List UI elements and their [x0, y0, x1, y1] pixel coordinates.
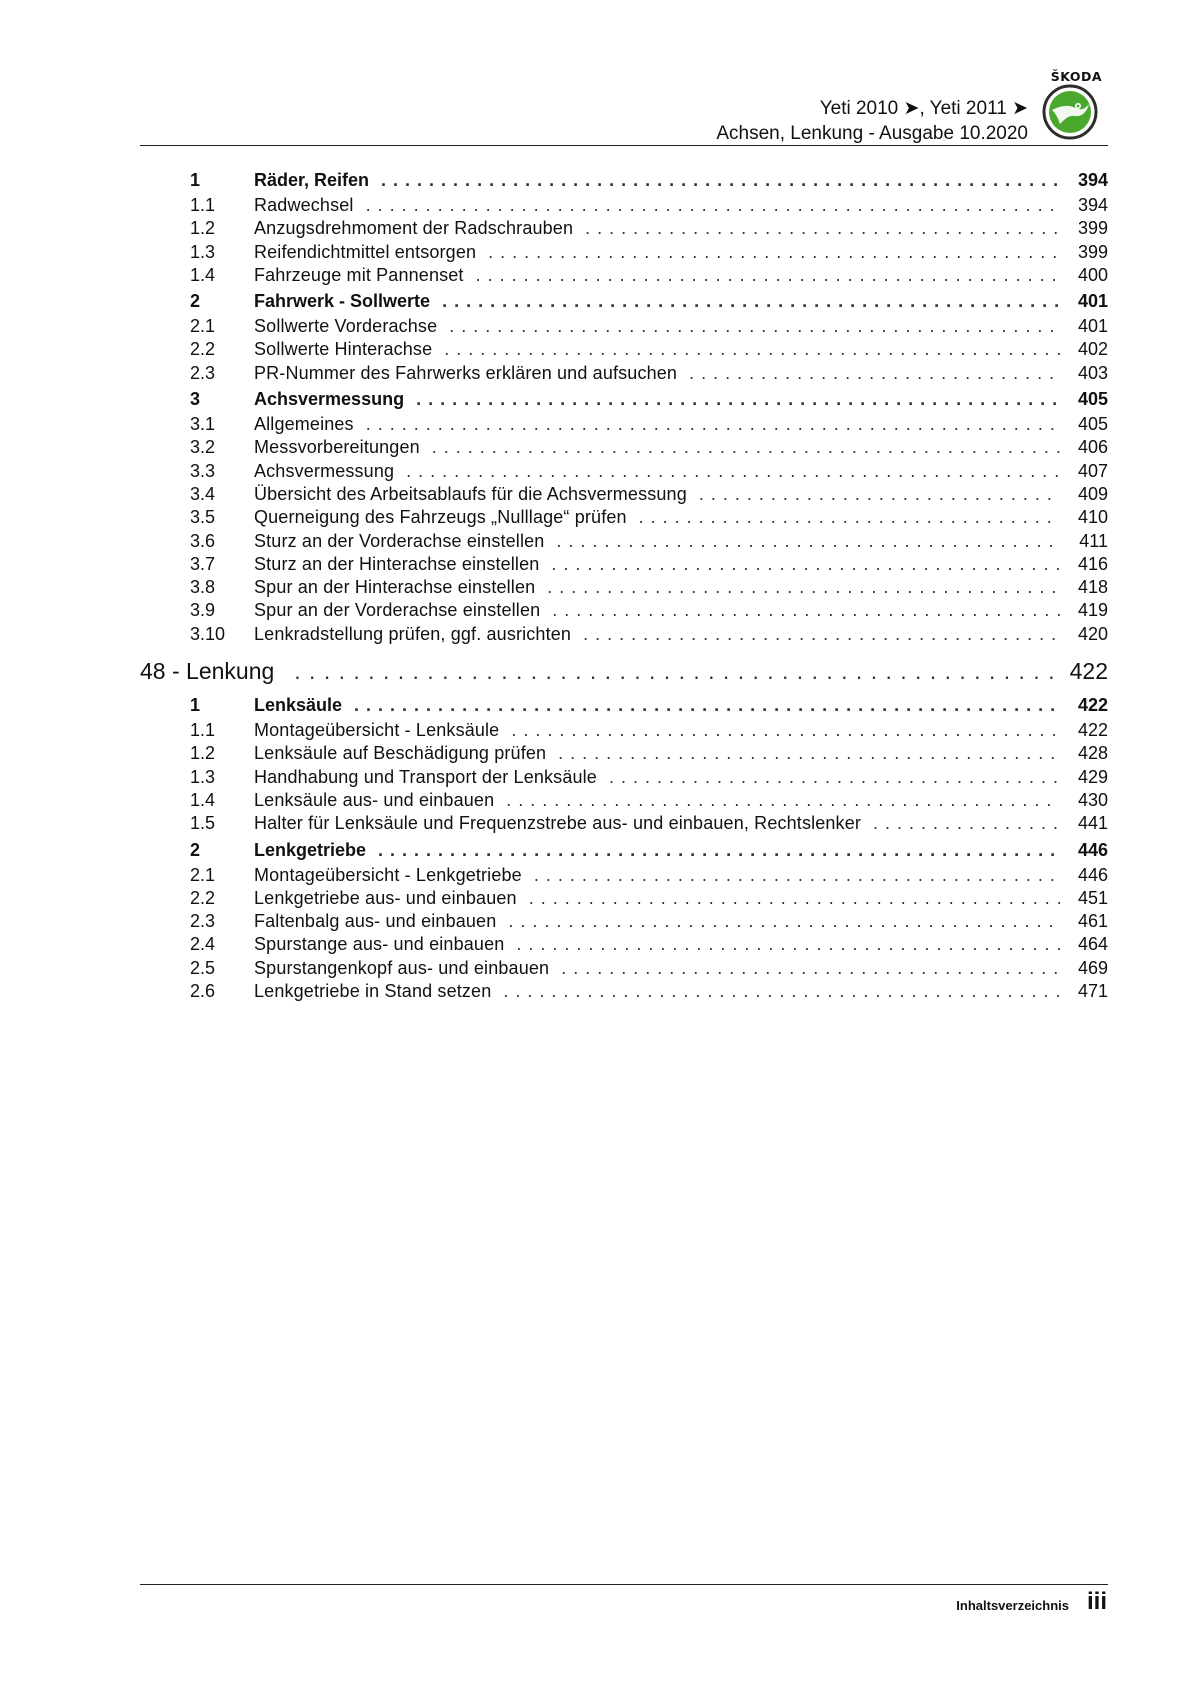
dot-leader	[506, 790, 1060, 811]
toc-number: 2	[190, 839, 201, 860]
toc-number: 2.1	[190, 864, 216, 885]
toc-title: Spur an der Vorderachse einstellen	[254, 600, 541, 621]
toc-entry-row[interactable]	[140, 531, 1108, 554]
dot-leader	[561, 958, 1060, 979]
toc-title: Räder, Reifen	[254, 170, 370, 190]
toc-number: 3.7	[190, 553, 216, 574]
dot-leader	[354, 695, 1060, 716]
brand-wordmark: ŠKODA	[1050, 69, 1102, 84]
toc-number: 1.1	[190, 720, 216, 741]
toc-title: Lenkgetriebe aus- und einbauen	[254, 887, 517, 908]
toc-number: 3.8	[190, 577, 216, 598]
toc-entry-row[interactable]	[140, 195, 1108, 218]
toc-page: 401	[1077, 316, 1108, 337]
toc-title: PR-Nummer des Fahrwerks erklären und aufsuchen	[254, 362, 678, 383]
toc-entry-row[interactable]	[140, 600, 1108, 623]
toc-page: 419	[1077, 600, 1108, 621]
toc-title: Radwechsel	[254, 195, 354, 215]
toc-number: 2.2	[190, 339, 216, 360]
toc-section-row[interactable]	[140, 170, 1108, 195]
header-divider	[140, 145, 1108, 146]
dot-leader	[699, 484, 1060, 505]
toc-title: Montageübersicht - Lenksäule	[254, 720, 500, 741]
dot-leader	[366, 414, 1060, 435]
dot-leader	[449, 316, 1060, 337]
dot-leader	[609, 767, 1060, 788]
dot-leader	[444, 339, 1060, 360]
toc-section-row[interactable]	[140, 291, 1108, 316]
toc-page: 451	[1077, 887, 1108, 908]
toc-number: 1	[190, 695, 201, 716]
footer-label: Inhaltsverzeichnis	[956, 1598, 1069, 1613]
toc-entry-row[interactable]	[140, 218, 1108, 241]
toc-number: 1.3	[190, 241, 216, 262]
toc-page: 446	[1077, 839, 1108, 860]
toc-number: 3.4	[190, 483, 216, 504]
dot-leader	[551, 554, 1060, 575]
toc-entry-row[interactable]	[140, 316, 1108, 339]
toc-page: 422	[1069, 658, 1108, 685]
toc-page: 418	[1077, 577, 1108, 598]
dot-leader	[381, 170, 1060, 191]
toc-title: Achsvermessung	[254, 389, 405, 410]
toc-title: Lenkradstellung prüfen, ggf. ausrichten	[254, 623, 572, 644]
dot-leader	[516, 934, 1060, 955]
toc-section-row[interactable]	[140, 840, 1108, 865]
toc-entry-row[interactable]	[140, 242, 1108, 265]
toc-page: 405	[1077, 414, 1108, 435]
toc-number: 1.3	[190, 766, 216, 787]
toc-number: 1.2	[190, 743, 216, 764]
toc-title: Lenksäule auf Beschädigung prüfen	[254, 743, 547, 764]
toc-entry-row[interactable]	[140, 554, 1108, 577]
dot-leader	[585, 218, 1060, 239]
toc-title: Fahrwerk - Sollwerte	[254, 291, 431, 312]
dot-leader	[488, 242, 1060, 263]
toc-page: 402	[1077, 339, 1108, 360]
toc-page: 471	[1077, 981, 1108, 1002]
dot-leader	[639, 507, 1060, 528]
toc-page: 420	[1077, 623, 1108, 644]
toc-page: 394	[1077, 195, 1108, 215]
toc-entry-row[interactable]	[140, 624, 1108, 647]
dot-leader	[552, 600, 1060, 621]
toc-title: Anzugsdrehmoment der Radschrauben	[254, 218, 574, 239]
skoda-logo-icon	[1042, 84, 1098, 140]
toc-title: Handhabung und Transport der Lenksäule	[254, 766, 597, 787]
toc-entry-row[interactable]	[140, 743, 1108, 766]
toc-page: 407	[1077, 460, 1108, 481]
dot-leader	[378, 840, 1060, 861]
toc-number: 1.4	[190, 789, 216, 810]
dot-leader	[556, 531, 1060, 552]
toc-title: Reifendichtmittel entsorgen	[254, 241, 477, 262]
toc-number: 3.6	[190, 530, 216, 551]
dot-leader	[476, 265, 1060, 286]
toc-title: Sturz an der Vorderachse einstellen	[254, 530, 545, 551]
toc-page: 405	[1077, 389, 1108, 410]
toc-page: 416	[1077, 553, 1108, 574]
toc-number: 2	[190, 291, 201, 312]
dot-leader	[583, 624, 1060, 645]
toc-entry-row[interactable]	[140, 265, 1108, 288]
toc-title: Spurstangenkopf aus- und einbauen	[254, 957, 550, 978]
toc-number: 2.3	[190, 362, 216, 383]
toc-page: 428	[1077, 743, 1108, 764]
toc-page: 403	[1077, 362, 1108, 383]
toc-entry-row[interactable]	[140, 790, 1108, 813]
toc-number: 3.9	[190, 600, 216, 621]
toc-title: Faltenbalg aus- und einbauen	[254, 911, 497, 932]
toc-number: 2.1	[190, 316, 216, 337]
toc-number: 3.3	[190, 460, 216, 481]
toc-title: Sollwerte Hinterachse	[254, 339, 433, 360]
toc-title: Übersicht des Arbeitsablaufs für die Achsvermessung	[254, 483, 687, 504]
toc-page: 469	[1077, 957, 1108, 978]
toc-number: 3.1	[190, 414, 216, 435]
toc-title: Messvorbereitungen	[254, 437, 420, 458]
toc-title: Sollwerte Vorderachse	[254, 316, 438, 337]
toc-page: 461	[1077, 911, 1108, 932]
toc-number: 2.2	[190, 887, 216, 908]
toc-number: 1.5	[190, 813, 216, 834]
toc-entry-row[interactable]	[140, 437, 1108, 460]
toc-number: 1.4	[190, 264, 216, 285]
header-text	[716, 96, 1028, 146]
toc-page: 394	[1077, 170, 1108, 190]
toc-page: 400	[1077, 264, 1108, 285]
toc-number: 2.5	[190, 957, 216, 978]
toc-title: Lenksäule	[254, 695, 343, 716]
dot-leader	[873, 813, 1060, 834]
toc-page: 429	[1077, 766, 1108, 787]
dot-leader	[432, 437, 1060, 458]
toc-number: 3.10	[190, 623, 226, 644]
dot-leader	[503, 981, 1060, 1002]
toc-page: 406	[1077, 437, 1108, 458]
toc-entry-row[interactable]	[140, 958, 1108, 981]
toc-entry-row[interactable]	[140, 577, 1108, 600]
toc-entry-row[interactable]	[140, 911, 1108, 934]
toc-page: 411	[1079, 530, 1108, 551]
toc-chapter-title: 48 - Lenkung	[140, 658, 275, 685]
dot-leader	[558, 743, 1060, 764]
toc-number: 2.3	[190, 911, 216, 932]
toc-page: 410	[1077, 507, 1108, 528]
toc-entry-row[interactable]	[140, 484, 1108, 507]
toc-number: 1.2	[190, 218, 216, 239]
dot-leader	[294, 658, 1057, 685]
model-line: Yeti 2010 ➤, Yeti 2011 ➤	[819, 98, 1028, 119]
toc-title: Montageübersicht - Lenkgetriebe	[254, 864, 522, 885]
toc-page: 430	[1077, 789, 1108, 810]
toc-page: 422	[1077, 720, 1108, 741]
subject-line: Achsen, Lenkung - Ausgabe 10.2020	[716, 123, 1028, 144]
toc-entry-row[interactable]	[140, 813, 1108, 836]
toc-title: Spurstange aus- und einbauen	[254, 934, 505, 955]
toc-entry-row[interactable]	[140, 414, 1108, 437]
toc-page: 446	[1077, 864, 1108, 885]
toc-number: 1	[190, 170, 201, 190]
toc-number: 3.5	[190, 507, 216, 528]
toc-entry-row[interactable]	[140, 888, 1108, 911]
toc-section-row[interactable]	[140, 389, 1108, 414]
toc-entry-row[interactable]	[140, 934, 1108, 957]
dot-leader	[406, 461, 1060, 482]
toc-number: 1.1	[190, 195, 216, 215]
dot-leader	[511, 720, 1060, 741]
dot-leader	[534, 865, 1060, 886]
toc-title: Lenkgetriebe in Stand setzen	[254, 981, 492, 1002]
table-of-contents	[140, 170, 1108, 1004]
toc-title: Spur an der Hinterachse einstellen	[254, 577, 536, 598]
toc-entry-row[interactable]	[140, 981, 1108, 1004]
toc-page: 441	[1077, 813, 1108, 834]
dot-leader	[547, 577, 1060, 598]
toc-entry-row[interactable]	[140, 461, 1108, 484]
footer-page-number: iii	[1086, 1588, 1107, 1615]
toc-page: 409	[1077, 483, 1108, 504]
toc-page: 464	[1077, 934, 1108, 955]
toc-title: Lenksäule aus- und einbauen	[254, 789, 495, 810]
dot-leader	[689, 363, 1060, 384]
toc-title: Allgemeines	[254, 414, 354, 435]
toc-number: 3.2	[190, 437, 216, 458]
toc-chapter-row[interactable]	[140, 654, 1108, 692]
toc-entry-row[interactable]	[140, 865, 1108, 888]
dot-leader	[529, 888, 1060, 909]
toc-entry-row[interactable]	[140, 363, 1108, 386]
toc-section-row[interactable]	[140, 695, 1108, 720]
toc-entry-row[interactable]	[140, 720, 1108, 743]
footer-divider	[140, 1584, 1108, 1585]
toc-page: 401	[1077, 291, 1108, 312]
dot-leader	[416, 389, 1060, 410]
dot-leader	[508, 911, 1060, 932]
toc-number: 2.6	[190, 981, 216, 1002]
toc-title: Sturz an der Hinterachse einstellen	[254, 553, 540, 574]
toc-page: 422	[1077, 695, 1108, 716]
toc-entry-row[interactable]	[140, 767, 1108, 790]
dot-leader	[366, 195, 1060, 216]
dot-leader	[442, 291, 1060, 312]
toc-entry-row[interactable]	[140, 507, 1108, 530]
toc-title: Halter für Lenksäule und Frequenzstrebe aus- und einbauen, Rechtslenker	[254, 813, 862, 834]
toc-page: 399	[1077, 218, 1108, 239]
page-header	[140, 60, 1108, 150]
toc-title: Fahrzeuge mit Pannenset	[254, 264, 464, 285]
toc-title: Achsvermessung	[254, 460, 395, 481]
toc-number: 3	[190, 389, 201, 410]
toc-title: Querneigung des Fahrzeugs „Nulllage“ prüfen	[254, 507, 627, 528]
toc-number: 2.4	[190, 934, 216, 955]
toc-entry-row[interactable]	[140, 339, 1108, 362]
toc-page: 399	[1077, 241, 1108, 262]
toc-title: Lenkgetriebe	[254, 839, 367, 860]
